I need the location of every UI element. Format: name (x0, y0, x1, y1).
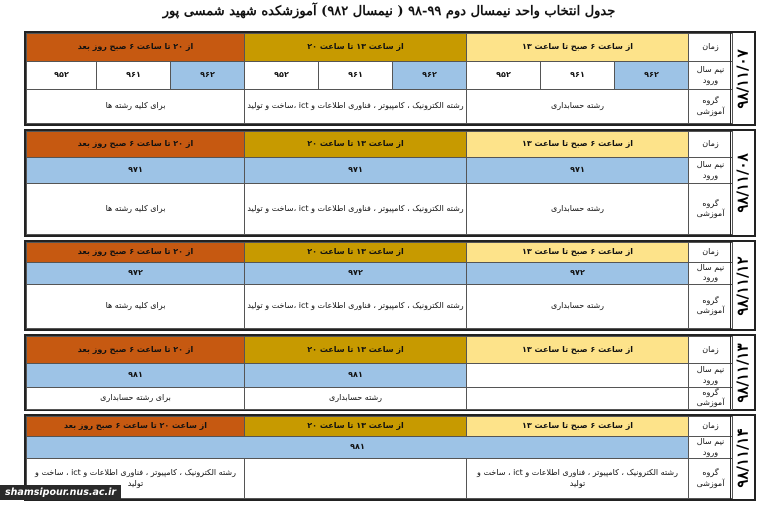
time-label: زمان (689, 243, 733, 263)
group-cell: رشته حسابداری (467, 90, 689, 124)
entry-year: ۹۵۲ (27, 62, 97, 90)
entry-year: ۹۶۱ (541, 62, 615, 90)
slot-morning: از ساعت ۶ صبح تا ساعت ۱۳ (467, 34, 689, 62)
group-cell: رشته الکترونیک ، کامپیوتر ، فناوری اطلاعات و ict ، ساخت و تولید (467, 459, 689, 499)
entry-year: ۹۷۱ (467, 158, 689, 184)
date-cell (730, 336, 754, 409)
slot-afternoon: از ساعت ۱۳ تا ساعت ۲۰ (245, 34, 467, 62)
group-cell: برای کلیه رشته ها (27, 284, 245, 328)
slot-night: از ۲۰ تا ساعت ۶ صبح روز بعد (27, 243, 245, 263)
group-label: گروه آموزشی (689, 459, 733, 499)
entry-year: ۹۷۲ (27, 263, 245, 285)
entry-year: ۹۶۱ (97, 62, 171, 90)
entry-year: ۹۶۱ (319, 62, 393, 90)
entry-year: ۹۶۲ (393, 62, 467, 90)
entry-label: نیم سال ورود (689, 62, 733, 90)
date-label: ۹۸/۱۱/۰۷ (733, 48, 752, 109)
slot-night: از ساعت ۲۰ تا ساعت ۶ صبح روز بعد (27, 417, 245, 437)
slot-afternoon: از ساعت ۱۳ تا ساعت ۲۰ (245, 132, 467, 158)
slot-morning: از ساعت ۶ صبح تا ساعت ۱۳ (467, 132, 689, 158)
entry-year: ۹۶۲ (615, 62, 689, 90)
time-label: زمان (689, 34, 733, 62)
entry-year: ۹۸۱ (27, 364, 245, 388)
slot-morning: از ساعت ۶ صبح تا ساعت ۱۳ (467, 337, 689, 364)
date-label: ۹۸/۱۱/۰۸ (733, 153, 752, 213)
group-cell: برای کلیه رشته ها (27, 184, 245, 235)
group-label: گروه آموزشی (689, 184, 733, 235)
group-cell (245, 459, 467, 499)
schedule-block-3 (24, 240, 756, 331)
group-cell: رشته حسابداری (467, 184, 689, 235)
schedule-block-4 (24, 334, 756, 411)
entry-year: ۹۷۲ (245, 263, 467, 285)
entry-year: ۹۵۲ (467, 62, 541, 90)
entry-label: نیم سال ورود (689, 364, 733, 388)
slot-night: از ۲۰ تا ساعت ۶ صبح روز بعد (27, 132, 245, 158)
group-cell (467, 388, 689, 410)
slot-afternoon: از ساعت ۱۳ تا ساعت ۲۰ (245, 417, 467, 437)
slot-morning: از ساعت ۶ صبح تا ساعت ۱۳ (467, 243, 689, 263)
slot-morning: از ساعت ۶ صبح تا ساعت ۱۳ (467, 417, 689, 437)
schedule-block-1 (24, 31, 756, 126)
group-cell: رشته الکترونیک ، کامپیوتر ، فناوری اطلاعات و ict ، ساخت و تولید (27, 459, 245, 499)
slot-afternoon: از ساعت ۱۳ تا ساعت ۲۰ (245, 243, 467, 263)
time-label: زمان (689, 417, 733, 437)
site-watermark: shamsipour.nus.ac.ir (0, 485, 121, 500)
schedule-table (24, 31, 756, 504)
entry-label: نیم سال ورود (689, 437, 733, 459)
date-cell (730, 33, 754, 124)
slot-night: از ۲۰ تا ساعت ۶ صبح روز بعد (27, 337, 245, 364)
group-cell: رشته الکترونیک ، کامپیوتر ، فناوری اطلاعات و ict ،ساخت و تولید (245, 90, 467, 124)
entry-year: ۹۸۱ (27, 437, 689, 459)
entry-year: ۹۷۲ (467, 263, 689, 285)
date-label: ۹۸/۱۱/۱۲ (733, 255, 752, 316)
schedule-block-2 (24, 129, 756, 237)
date-cell (730, 131, 754, 235)
group-label: گروه آموزشی (689, 90, 733, 124)
entry-year: ۹۵۲ (245, 62, 319, 90)
group-cell: رشته الکترونیک ، کامپیوتر ، فناوری اطلاعات و ict ،ساخت و تولید (245, 284, 467, 328)
group-cell: رشته حسابداری (245, 388, 467, 410)
date-label: ۹۸/۱۱/۱۳ (733, 342, 752, 403)
group-cell: رشته الکترونیک ، کامپیوتر ، فناوری اطلاعات و ict ،ساخت و تولید (245, 184, 467, 235)
entry-year: ۹۷۱ (27, 158, 245, 184)
slot-night: از ۲۰ تا ساعت ۶ صبح روز بعد (27, 34, 245, 62)
group-cell: برای کلیه رشته ها (27, 90, 245, 124)
group-cell: برای رشته حسابداری (27, 388, 245, 410)
entry-year: ۹۷۱ (245, 158, 467, 184)
date-cell (730, 242, 754, 329)
entry-year: ۹۸۱ (245, 364, 467, 388)
entry-year: ۹۶۲ (171, 62, 245, 90)
group-cell: رشته حسابداری (467, 284, 689, 328)
entry-year (467, 364, 689, 388)
date-cell (730, 416, 754, 499)
slot-afternoon: از ساعت ۱۳ تا ساعت ۲۰ (245, 337, 467, 364)
date-label: ۹۸/۱۱/۱۴ (733, 427, 752, 488)
entry-label: نیم سال ورود (689, 263, 733, 285)
page-title: جدول انتخاب واحد نیمسال دوم ۹۹-۹۸ ( نیمسال ۹۸۲) آموزشکده شهید شمسی پور (162, 4, 616, 19)
group-label: گروه آموزشی (689, 388, 733, 410)
time-label: زمان (689, 132, 733, 158)
time-label: زمان (689, 337, 733, 364)
group-label: گروه آموزشی (689, 284, 733, 328)
entry-label: نیم سال ورود (689, 158, 733, 184)
schedule-block-5 (24, 414, 756, 501)
